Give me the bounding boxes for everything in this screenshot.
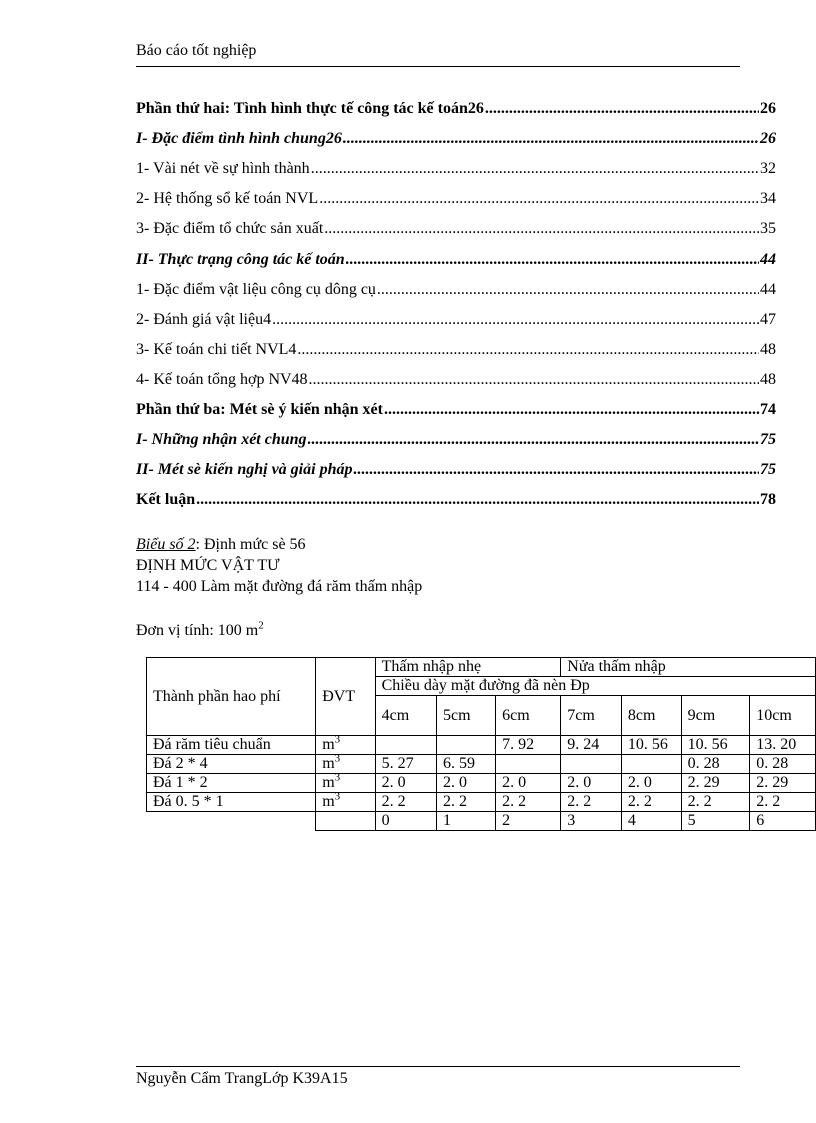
toc-entry-page: 34: [760, 190, 776, 208]
row-name: Đá 0. 5 * 1: [147, 793, 316, 812]
toc-entry-page: 74: [760, 400, 776, 418]
toc-entry-page: 78: [760, 491, 776, 509]
toc-entry-page: 48: [760, 340, 776, 358]
toc-entry: [136, 485, 776, 515]
value-cell: 2. 29: [750, 774, 816, 793]
row-name: Đá 2 * 4: [147, 755, 316, 774]
value-cell: 10. 56: [681, 736, 750, 755]
toc-entry: [136, 455, 776, 485]
row-unit: [316, 736, 375, 755]
column-number: 4: [621, 812, 681, 831]
value-cell: [436, 736, 495, 755]
bieu-heading: ĐỊNH MỨC VẬT TƯ: [136, 557, 280, 574]
value-cell: 13. 20: [750, 736, 816, 755]
subgroup-thickness: Chiều dày mặt đường đã nèn Đp: [375, 677, 815, 696]
toc-leader-dots: [485, 100, 759, 118]
value-cell: [561, 755, 622, 774]
group-half-penetration: Nửa thấm nhập: [561, 658, 816, 677]
value-cell: 2. 2: [496, 793, 561, 812]
row-unit-text: m: [322, 755, 335, 772]
value-cell: 2. 0: [561, 774, 622, 793]
toc-entry-label: Kết luận: [136, 491, 196, 509]
toc-entry-label: 2- Đánh giá vật liệu4: [136, 310, 272, 328]
toc-entry-page: 44: [760, 280, 776, 298]
row-unit: [316, 755, 375, 774]
value-cell: [496, 755, 561, 774]
toc-entry: [136, 365, 776, 395]
toc-leader-dots: [377, 281, 759, 299]
toc-leader-dots: [311, 160, 759, 178]
toc-entry-page: 44: [760, 250, 776, 268]
thickness-cell: 10cm: [750, 696, 816, 736]
bieu-subheading: 114 - 400 Làm mặt đường đá răm thấm nhập: [136, 578, 423, 595]
value-cell: 2. 0: [496, 774, 561, 793]
toc-entry: [136, 124, 776, 154]
value-cell: 9. 24: [561, 736, 622, 755]
toc-entry-label: II- Mét sè kiến nghị và giải pháp: [136, 461, 353, 479]
row-unit: [316, 774, 375, 793]
group-light-penetration: Thấm nhập nhẹ: [375, 658, 561, 677]
thickness-cell: 9cm: [681, 696, 750, 736]
toc-entry-label: Phần thứ hai: Tình hình thực tế công tác kế toán26: [136, 100, 484, 118]
value-cell: 2. 2: [375, 793, 436, 812]
toc-entry-page: 32: [760, 160, 776, 178]
column-number: 5: [681, 812, 750, 831]
unit-line: [136, 620, 264, 641]
footer-rule: [136, 1066, 740, 1067]
row-unit-text: m: [322, 774, 335, 791]
table-row: [147, 774, 816, 793]
row-name: Đá 1 * 2: [147, 774, 316, 793]
value-cell: 2. 0: [621, 774, 681, 793]
value-cell: 10. 56: [621, 736, 681, 755]
value-cell: 0. 28: [681, 755, 750, 774]
column-number: 2: [496, 812, 561, 831]
table-row: [147, 755, 816, 774]
value-cell: 2. 29: [681, 774, 750, 793]
unit-superscript: 2: [258, 619, 264, 632]
toc-leader-dots: [308, 431, 759, 449]
thickness-cell: 4cm: [375, 696, 436, 736]
column-number: 0: [375, 812, 436, 831]
toc-entry-page: 26: [760, 130, 776, 148]
toc-entry-label: II- Thực trạng công tác kế toán: [136, 250, 345, 268]
thickness-cell: 5cm: [436, 696, 495, 736]
thickness-cell: 8cm: [621, 696, 681, 736]
value-cell: 7. 92: [496, 736, 561, 755]
column-number-row: [147, 812, 816, 831]
toc-leader-dots: [346, 251, 759, 269]
value-cell: [621, 755, 681, 774]
value-cell: [375, 736, 436, 755]
toc-entry: [136, 214, 776, 244]
toc-entry: [136, 425, 776, 455]
toc-entry-page: 47: [760, 310, 776, 328]
value-cell: 2. 0: [375, 774, 436, 793]
column-number: 6: [750, 812, 816, 831]
row-unit-sup: 3: [334, 792, 341, 803]
header-rule: [136, 66, 740, 67]
row-unit-sup: 3: [334, 773, 341, 784]
thickness-cell: 7cm: [561, 696, 622, 736]
column-number: 1: [436, 812, 495, 831]
toc-leader-dots: [319, 190, 759, 208]
toc-entry-page: 75: [760, 431, 776, 449]
toc-leader-dots: [353, 461, 759, 479]
bieu-caption-prefix: Biểu số 2: [136, 536, 196, 553]
toc-leader-dots: [272, 311, 759, 329]
toc-leader-dots: [324, 220, 759, 238]
toc-entry-label: 1- Vài nét về sự hình thành: [136, 160, 310, 178]
bieu-block: [136, 534, 422, 597]
toc-entry: [136, 335, 776, 365]
toc-entry: [136, 154, 776, 184]
toc-entry: [136, 94, 776, 124]
unit-label: Đơn vị tính: 100 m: [136, 622, 259, 639]
row-unit-sup: 3: [334, 754, 341, 765]
toc-entry: [136, 395, 776, 425]
toc-entry-label: I- Đặc điểm tình hình chung26: [136, 130, 342, 148]
toc-entry-label: 1- Đặc điểm vật liệu công cụ dông cụ: [136, 280, 376, 298]
empty-unit-cell: [316, 812, 375, 831]
toc-entry-label: 3- Đặc điểm tổ chức sản xuất: [136, 220, 324, 238]
value-cell: 2. 2: [436, 793, 495, 812]
toc-entry: [136, 244, 776, 274]
toc-entry-label: 3- Kế toán chi tiết NVL4: [136, 340, 297, 358]
value-cell: 2. 2: [561, 793, 622, 812]
table-row: [147, 793, 816, 812]
col-component-header: Thành phần hao phí: [147, 658, 316, 736]
thickness-cell: 6cm: [496, 696, 561, 736]
toc-leader-dots: [343, 130, 759, 148]
page-footer-text: Nguyễn Cẩm TrangLớp K39A15: [136, 1070, 348, 1087]
value-cell: 5. 27: [375, 755, 436, 774]
value-cell: 2. 2: [621, 793, 681, 812]
toc-leader-dots: [196, 491, 759, 509]
value-cell: 0. 28: [750, 755, 816, 774]
table-of-contents: [136, 94, 776, 515]
toc-leader-dots: [297, 341, 759, 359]
toc-entry-page: 75: [760, 461, 776, 479]
toc-leader-dots: [384, 401, 759, 419]
toc-entry-label: Phần thứ ba: Mét sè ý kiến nhận xét: [136, 400, 383, 418]
toc-entry-label: I- Những nhận xét chung: [136, 431, 307, 449]
col-unit-header: ĐVT: [316, 658, 375, 736]
header-row-groups: [147, 658, 816, 677]
table-row: [147, 736, 816, 755]
toc-entry: [136, 305, 776, 335]
column-number: 3: [561, 812, 622, 831]
value-cell: 2. 2: [681, 793, 750, 812]
toc-leader-dots: [309, 371, 759, 389]
toc-entry-page: 48: [760, 370, 776, 388]
toc-entry-page: 26: [760, 100, 776, 118]
toc-entry: [136, 275, 776, 305]
row-unit-text: m: [322, 793, 335, 810]
value-cell: 6. 59: [436, 755, 495, 774]
page-header-title: Báo cáo tốt nghiệp: [136, 42, 257, 59]
row-unit-sup: 3: [334, 735, 341, 746]
value-cell: 2. 2: [750, 793, 816, 812]
toc-entry-label: 2- Hệ thống sổ kế toán NVL: [136, 190, 319, 208]
row-unit-text: m: [322, 736, 335, 753]
bieu-caption-suffix: : Định mức sè 56: [195, 536, 306, 553]
empty-cell: [147, 812, 316, 831]
bieu-caption: [136, 534, 422, 555]
toc-entry: [136, 184, 776, 214]
row-name: Đá răm tiêu chuẩn: [147, 736, 316, 755]
toc-entry-label: 4- Kế toán tổng hợp NV48: [136, 370, 308, 388]
material-norm-table: [146, 657, 816, 831]
value-cell: 2. 0: [436, 774, 495, 793]
row-unit: [316, 793, 375, 812]
toc-entry-page: 35: [760, 220, 776, 238]
